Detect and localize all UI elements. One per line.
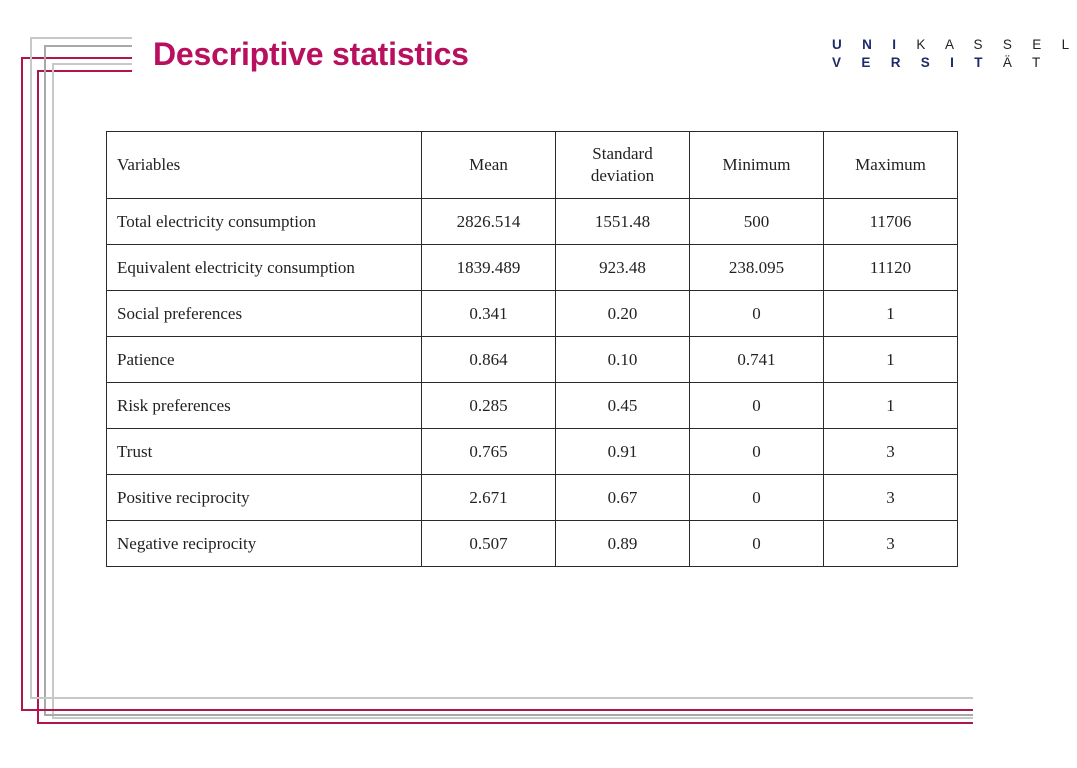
frame-line: [52, 63, 54, 718]
cell-mean: 0.507: [422, 521, 556, 567]
frame-line: [44, 45, 132, 47]
logo-text: V E R S I T: [832, 55, 991, 70]
header-variables: Variables: [107, 132, 422, 199]
cell-variable: Equivalent electricity consumption: [107, 245, 422, 291]
cell-std: 0.45: [556, 383, 690, 429]
table-row: [107, 245, 958, 291]
cell-mean: 0.341: [422, 291, 556, 337]
frame-line: [52, 63, 132, 65]
cell-max: 1: [824, 337, 958, 383]
cell-mean: 0.864: [422, 337, 556, 383]
frame-line: [44, 714, 973, 716]
cell-min: 238.095: [690, 245, 824, 291]
cell-min: 0: [690, 521, 824, 567]
cell-min: 500: [690, 199, 824, 245]
cell-mean: 2826.514: [422, 199, 556, 245]
table-row: [107, 291, 958, 337]
logo-text: Ä T: [1002, 55, 1049, 70]
table-header-row: [107, 132, 958, 199]
statistics-table: [106, 131, 958, 567]
cell-max: 3: [824, 429, 958, 475]
table-row: [107, 429, 958, 475]
frame-line: [21, 57, 23, 711]
cell-max: 1: [824, 383, 958, 429]
cell-std: 1551.48: [556, 199, 690, 245]
frame-line: [52, 717, 973, 719]
cell-variable: Negative reciprocity: [107, 521, 422, 567]
frame-line: [21, 57, 132, 59]
table-row: [107, 383, 958, 429]
cell-max: 3: [824, 521, 958, 567]
cell-mean: 2.671: [422, 475, 556, 521]
cell-variable: Total electricity consumption: [107, 199, 422, 245]
cell-std: 923.48: [556, 245, 690, 291]
cell-min: 0.741: [690, 337, 824, 383]
cell-std: 0.67: [556, 475, 690, 521]
frame-line: [21, 709, 973, 711]
cell-max: 11706: [824, 199, 958, 245]
frame-line: [44, 45, 46, 716]
logo-line-2: [832, 54, 1049, 72]
cell-mean: 0.285: [422, 383, 556, 429]
table-row: [107, 337, 958, 383]
cell-min: 0: [690, 291, 824, 337]
cell-max: 1: [824, 291, 958, 337]
header-std-deviation: [556, 132, 690, 199]
header-mean: Mean: [422, 132, 556, 199]
header-std-deviation-text: Standard deviation: [590, 144, 655, 185]
table-row: [107, 475, 958, 521]
cell-variable: Social preferences: [107, 291, 422, 337]
frame-line: [30, 697, 973, 699]
university-logo: [832, 36, 1077, 72]
logo-line-1: [832, 36, 1077, 54]
logo-text: U N I: [832, 37, 905, 52]
cell-max: 11120: [824, 245, 958, 291]
cell-min: 0: [690, 383, 824, 429]
cell-std: 0.89: [556, 521, 690, 567]
cell-max: 3: [824, 475, 958, 521]
cell-mean: 1839.489: [422, 245, 556, 291]
cell-variable: Positive reciprocity: [107, 475, 422, 521]
frame-line: [30, 37, 32, 699]
page-title: Descriptive statistics: [153, 36, 469, 72]
frame-line: [37, 722, 973, 724]
cell-std: 0.91: [556, 429, 690, 475]
cell-variable: Patience: [107, 337, 422, 383]
cell-variable: Trust: [107, 429, 422, 475]
cell-min: 0: [690, 475, 824, 521]
logo-text: K A S S E L: [916, 37, 1077, 52]
frame-line: [37, 70, 39, 724]
header-minimum: Minimum: [690, 132, 824, 199]
table-row: [107, 199, 958, 245]
cell-variable: Risk preferences: [107, 383, 422, 429]
header-maximum: Maximum: [824, 132, 958, 199]
cell-std: 0.10: [556, 337, 690, 383]
cell-min: 0: [690, 429, 824, 475]
cell-mean: 0.765: [422, 429, 556, 475]
cell-std: 0.20: [556, 291, 690, 337]
frame-line: [30, 37, 132, 39]
table-row: [107, 521, 958, 567]
